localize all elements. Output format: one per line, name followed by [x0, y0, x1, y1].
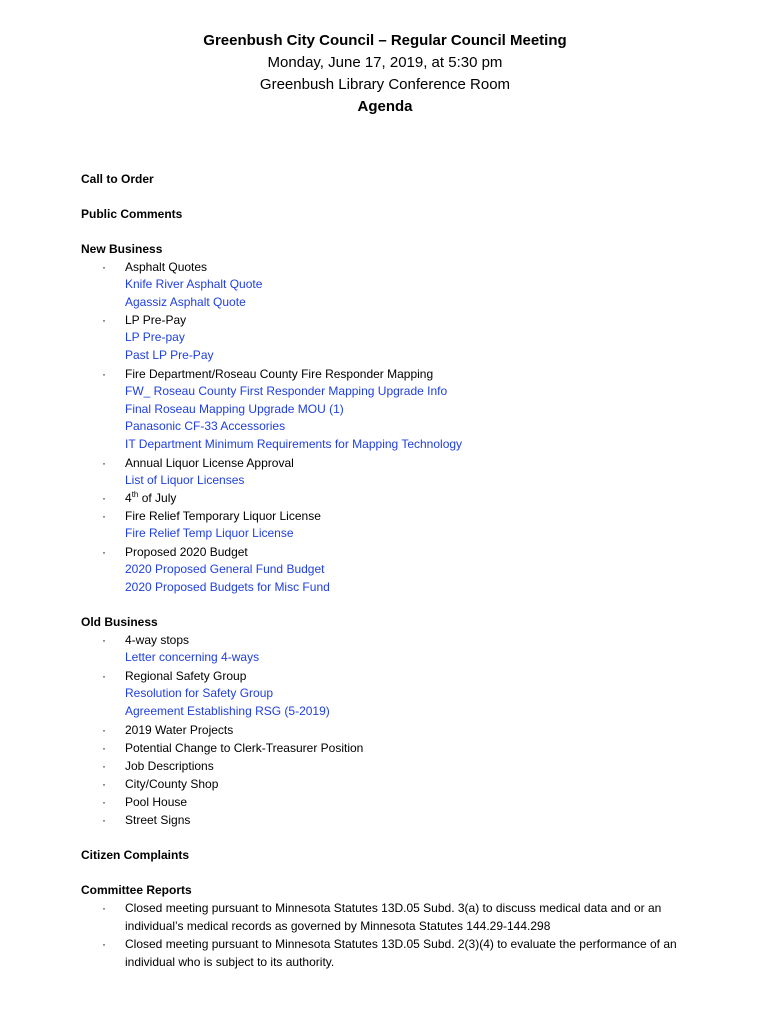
attachment-link[interactable]: Fire Relief Temp Liquor License: [125, 526, 294, 541]
attachment-link[interactable]: List of Liquor Licenses: [125, 472, 245, 487]
agenda-item: [81, 667, 701, 685]
meeting-location: Greenbush Library Conference Room: [259, 76, 511, 93]
agenda-item-label-suffix: of July: [138, 491, 177, 506]
bullet-icon: ·: [102, 260, 106, 274]
agenda-item: [81, 365, 701, 383]
agenda-item-label-superscript: th: [131, 490, 139, 500]
agenda-item-label: Closed meeting pursuant to Minnesota Statutes 13D.05 Subd. 2(3)(4) to evaluate the performance of an individual who is subject to its authority.: [125, 936, 677, 969]
agenda-item: [81, 311, 701, 329]
attachment-link[interactable]: LP Pre-pay: [125, 330, 185, 345]
agenda-item: [81, 811, 701, 829]
agenda-item: [81, 775, 701, 793]
section-call-to-order: Call to Order: [81, 172, 154, 186]
agenda-item-label: 4-way stops: [125, 633, 190, 648]
agenda-item: [81, 739, 701, 757]
bullet-icon: ·: [102, 722, 106, 737]
agenda-item-label-prefix: 4: [125, 491, 132, 506]
agenda-item-label: [125, 491, 176, 505]
agenda-item: [81, 454, 701, 472]
committee-reports-list: [81, 899, 701, 971]
agenda-item: [81, 507, 701, 525]
agenda-item: [81, 631, 701, 649]
old-business-list: [81, 631, 701, 828]
agenda-item-label: Fire Relief Temporary Liquor License: [125, 509, 321, 524]
agenda-body: [81, 170, 701, 971]
bullet-icon: ·: [102, 936, 106, 951]
attachment-link[interactable]: Resolution for Safety Group: [125, 686, 274, 701]
agenda-item-label: Fire Department/Roseau County Fire Responder Mapping: [125, 366, 434, 381]
agenda-item: [81, 258, 701, 276]
agenda-item-label: City/County Shop: [125, 776, 219, 791]
agenda-item-label: 2019 Water Projects: [125, 722, 234, 737]
agenda-item-label: Proposed 2020 Budget: [125, 545, 248, 560]
section-public-comments: Public Comments: [81, 207, 183, 221]
agenda-item-label: Pool House: [125, 794, 188, 809]
attachment-link[interactable]: 2020 Proposed Budgets for Misc Fund: [125, 579, 330, 594]
bullet-icon: ·: [102, 900, 106, 915]
agenda-item: [81, 543, 701, 561]
bullet-icon: ·: [102, 313, 106, 328]
section-new-business: New Business: [81, 242, 163, 256]
attachment-link[interactable]: Agreement Establishing RSG (5-2019): [125, 703, 330, 718]
bullet-icon: ·: [102, 545, 106, 560]
agenda-item: [81, 757, 701, 775]
attachment-link[interactable]: Letter concerning 4-ways: [125, 650, 260, 665]
meeting-title: Greenbush City Council – Regular Council Meeting: [203, 32, 567, 49]
new-business-list: [81, 258, 701, 596]
attachment-link[interactable]: IT Department Minimum Requirements for Mapping Technology: [125, 436, 463, 451]
agenda-item-label: Potential Change to Clerk-Treasurer Position: [125, 740, 364, 755]
section-spacer: [81, 223, 701, 240]
bullet-icon: ·: [102, 812, 106, 827]
agenda-item-label: Closed meeting pursuant to Minnesota Statutes 13D.05 Subd. 3(a) to discuss medical data and or an individual’s medical records as governed by Minnesota Statutes 144.29-144.298: [125, 900, 662, 933]
attachment-link[interactable]: Agassiz Asphalt Quote: [125, 294, 246, 309]
bullet-icon: ·: [102, 794, 106, 809]
attachment-link[interactable]: Panasonic CF-33 Accessories: [125, 419, 286, 434]
attachment-link[interactable]: FW_ Roseau County First Responder Mapping Upgrade Info: [125, 383, 448, 398]
agenda-item: [81, 935, 701, 971]
agenda-item: [81, 793, 701, 811]
attachment-link[interactable]: Knife River Asphalt Quote: [125, 277, 263, 291]
bullet-icon: ·: [102, 669, 106, 684]
meeting-date-time: Monday, June 17, 2019, at 5:30 pm: [267, 54, 503, 71]
agenda-item-label: LP Pre-Pay: [125, 313, 187, 328]
agenda-header: [0, 30, 770, 118]
section-committee-reports: Committee Reports: [81, 882, 192, 897]
attachment-link[interactable]: Final Roseau Mapping Upgrade MOU (1): [125, 401, 344, 416]
bullet-icon: ·: [102, 776, 106, 791]
section-spacer: [81, 829, 701, 846]
section-spacer: [81, 864, 701, 881]
agenda-item: [81, 721, 701, 739]
bullet-icon: ·: [102, 633, 106, 648]
bullet-icon: ·: [102, 491, 106, 506]
agenda-item-label: Street Signs: [125, 812, 191, 827]
agenda-item-label: Regional Safety Group: [125, 669, 247, 684]
agenda-heading: Agenda: [357, 98, 413, 115]
agenda-item: [81, 899, 701, 935]
section-spacer: [81, 596, 701, 613]
section-old-business: Old Business: [81, 615, 158, 630]
attachment-link[interactable]: Past LP Pre-Pay: [125, 348, 214, 363]
bullet-icon: ·: [102, 740, 106, 755]
bullet-icon: ·: [102, 455, 106, 470]
bullet-icon: ·: [102, 509, 106, 524]
bullet-icon: ·: [102, 758, 106, 773]
agenda-item: [81, 489, 701, 507]
agenda-item-label: Asphalt Quotes: [125, 260, 208, 274]
agenda-item-label: Annual Liquor License Approval: [125, 455, 294, 470]
agenda-item-label: Job Descriptions: [125, 758, 214, 773]
section-spacer: [81, 188, 701, 205]
attachment-link[interactable]: 2020 Proposed General Fund Budget: [125, 562, 325, 577]
section-citizen-complaints: Citizen Complaints: [81, 847, 190, 862]
bullet-icon: ·: [102, 366, 106, 381]
